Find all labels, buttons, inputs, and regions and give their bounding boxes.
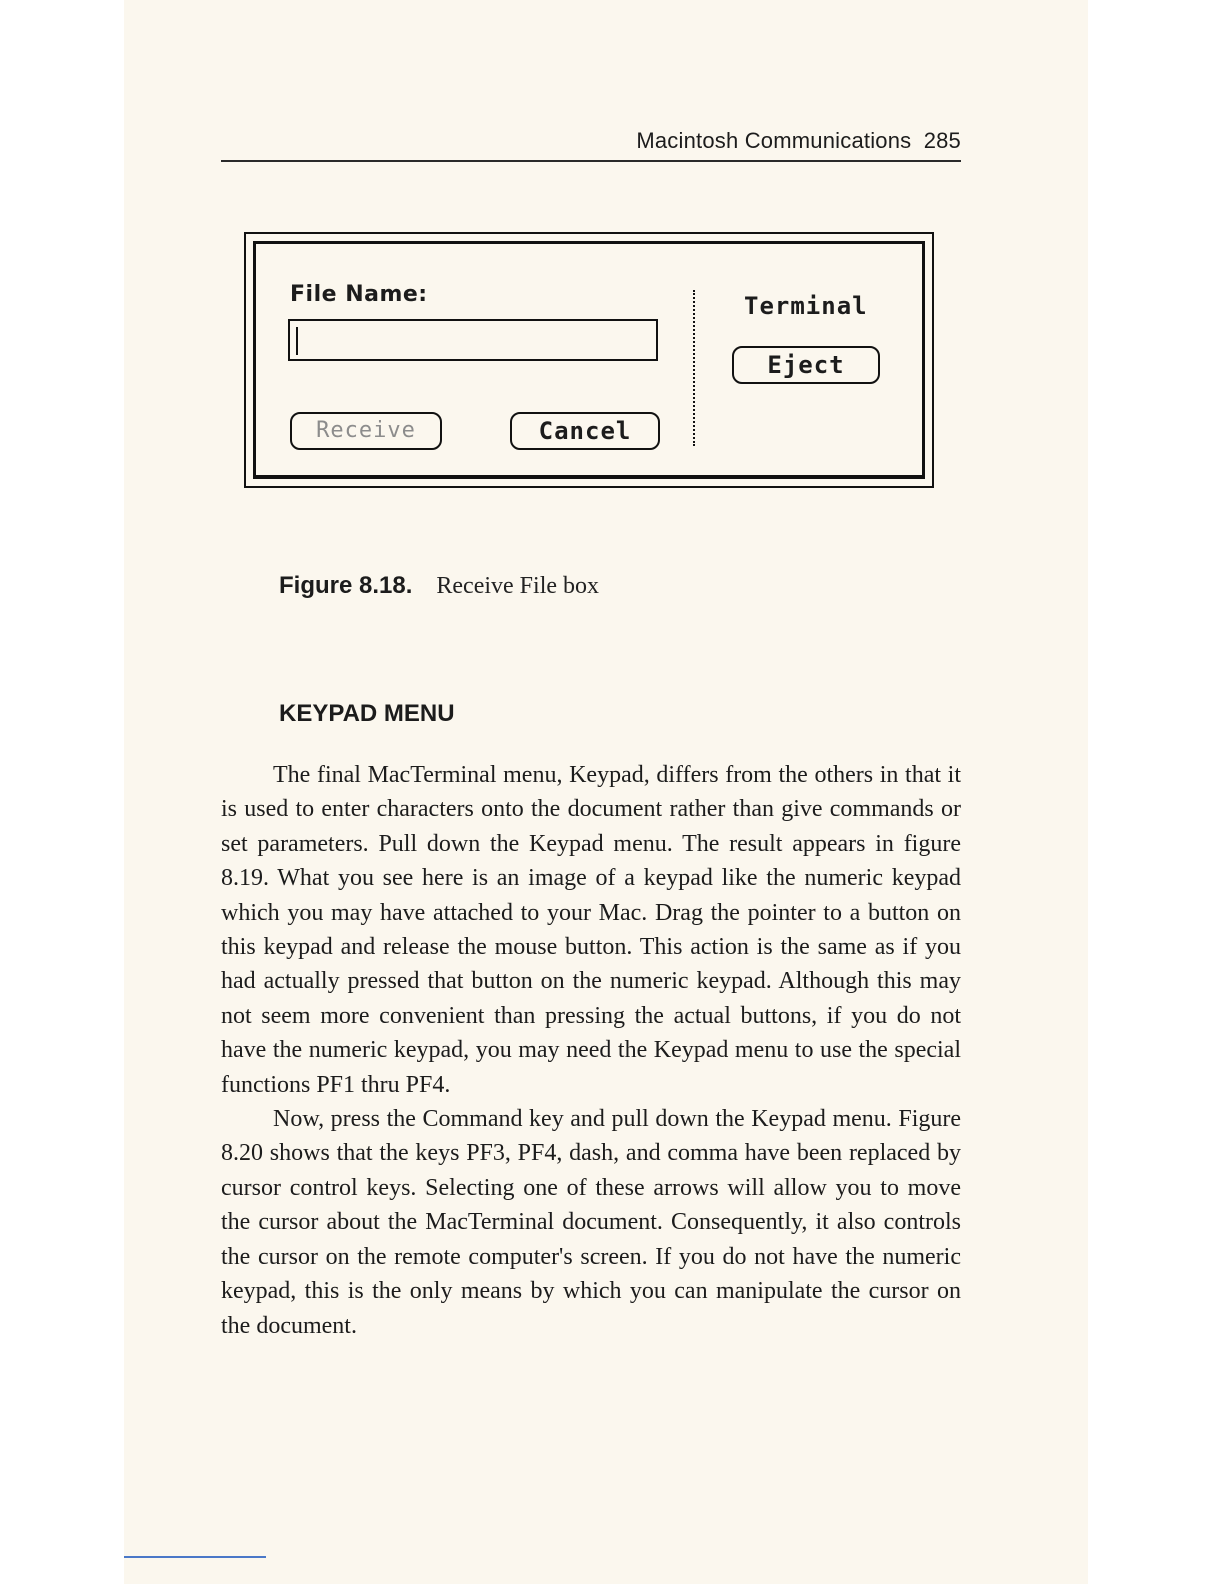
text-cursor — [296, 327, 298, 355]
receive-button[interactable]: Receive — [290, 412, 442, 450]
figure-caption-text: Receive File box — [436, 573, 600, 599]
disk-name-label: Terminal — [744, 292, 868, 320]
bottom-rule — [124, 1556, 266, 1558]
receive-file-dialog — [244, 232, 934, 488]
cancel-button[interactable]: Cancel — [510, 412, 660, 450]
running-title: Macintosh Communications — [636, 128, 912, 153]
figure-label: Figure 8.18. — [279, 572, 413, 599]
dialog-frame — [253, 241, 925, 479]
page-number: 285 — [923, 128, 961, 153]
file-name-label: File Name: — [290, 282, 428, 307]
dotted-divider — [693, 290, 695, 446]
eject-button[interactable]: Eject — [732, 346, 880, 384]
paragraph-1: The final MacTerminal menu, Keypad, differs from the others in that it is used to enter characters onto the document rather than give commands or set parameters. Pull down the Keypad menu. The result appears in figure 8.19. What you see here is an image of a keypad like the numeric keypad which you may have attached to your Mac. Drag the pointer to a button on this keypad and release the mouse button. This action is the same as if you had actually pressed that button on the numeric keypad. Although this may not seem more convenient than pressing the actual buttons, if you do not have the numeric keypad, you may need the Keypad menu to use the special functions PF1 thru PF4. — [221, 762, 961, 1098]
running-header — [221, 128, 961, 162]
paragraph-2: Now, press the Command key and pull down the Keypad menu. Figure 8.20 shows that the keys PF3, PF4, dash, and comma have been replaced by cursor control keys. Selecting one of these arrows will allow you to move the cursor about the MacTerminal document. Consequently, it also controls the cursor on the remote computer's screen. If you do not have the numeric keypad, this is the only means by which you can manipulate the cursor on the document. — [221, 1106, 961, 1339]
section-title: KEYPAD MENU — [279, 700, 455, 727]
file-name-input[interactable] — [288, 319, 658, 361]
body-text — [221, 758, 961, 1343]
figure-caption — [279, 572, 599, 600]
